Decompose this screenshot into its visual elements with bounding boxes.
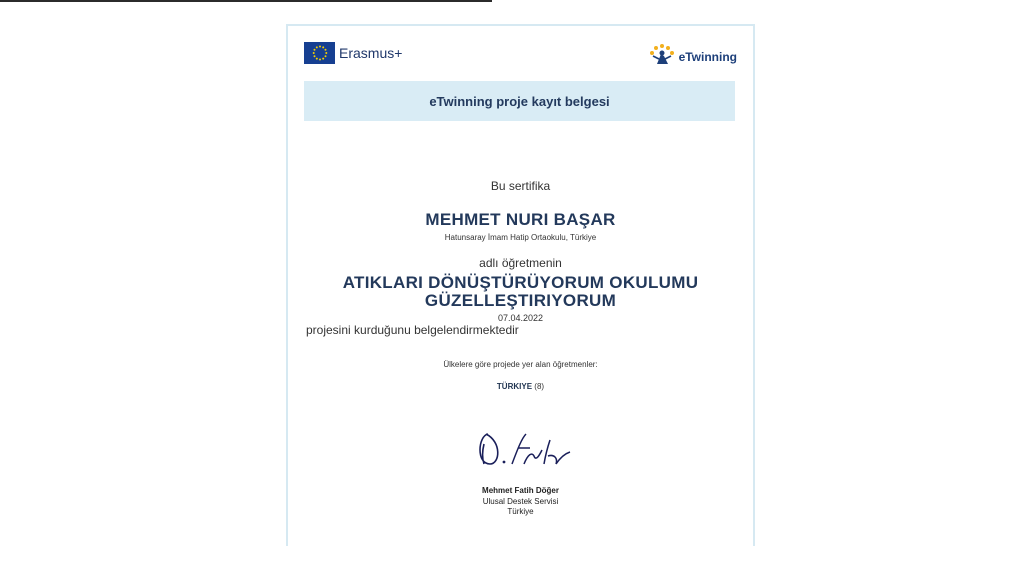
top-divider — [0, 0, 492, 2]
signature — [474, 424, 574, 478]
country-count: (8) — [534, 382, 545, 391]
signer-name: Mehmet Fatih Döğer — [482, 486, 559, 495]
certificate-title: eTwinning proje kayıt belgesi — [304, 81, 735, 121]
country-entry — [288, 382, 753, 391]
country-name: TÜRKIYE — [496, 382, 533, 391]
school-name: Hatunsaray İmam Hatip Ortaokulu, Türkiye — [444, 233, 597, 242]
certificate — [286, 24, 755, 546]
etwinning-logo — [647, 42, 737, 72]
etwinning-label: eTwinning — [678, 50, 737, 64]
project-date: 07.04.2022 — [497, 313, 544, 323]
teacher-name: MEHMET NURI BAŞAR — [425, 210, 616, 229]
adli-text: adlı öğretmenin — [479, 256, 562, 270]
intro-text: Bu sertifika — [490, 179, 551, 193]
signer-country: Türkiye — [507, 507, 534, 516]
countries-label: Ülkelere göre projede yer alan öğretmenler: — [443, 360, 598, 369]
signer-role: Ulusal Destek Servisi — [482, 497, 559, 506]
project-title-line-1: ATIKLARI DÖNÜŞTÜRÜYORUM OKULUMU — [342, 273, 699, 292]
project-title-line-2: GÜZELLEŞTIRIYORUM — [424, 291, 617, 310]
erasmus-label: Erasmus+ — [339, 45, 403, 61]
eu-flag-icon — [304, 42, 335, 64]
statement-text: projesini kurduğunu belgelendirmektedir — [306, 323, 519, 337]
erasmus-logo — [304, 42, 402, 64]
project-title — [288, 274, 753, 310]
etwinning-star-icon — [647, 42, 677, 72]
